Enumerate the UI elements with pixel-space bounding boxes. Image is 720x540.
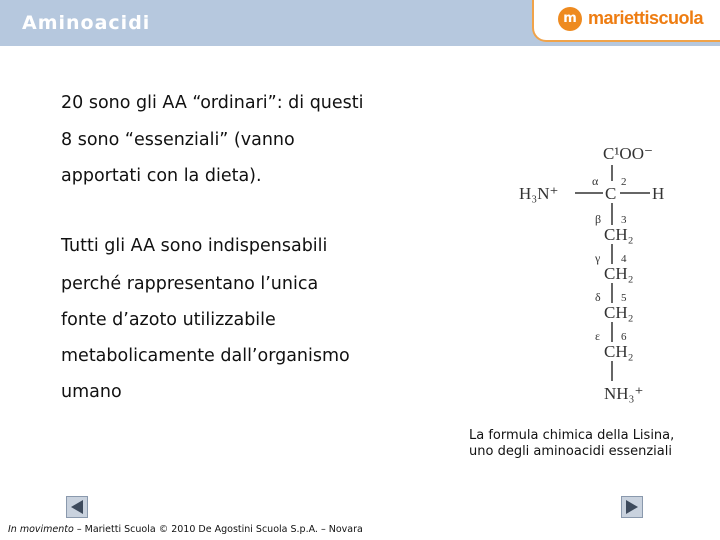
ch2-group: CH₂ — [604, 342, 634, 361]
ch2-group: CH₂ — [604, 303, 634, 322]
beta-label: β — [595, 212, 602, 226]
body-line: 8 sono “essenziali” (vanno — [61, 130, 295, 150]
gamma-number: 4 — [621, 253, 627, 265]
body-line: umano — [61, 382, 122, 402]
footer-copyright: – Marietti Scuola © 2010 De Agostini Scuola S.p.A. – Novara — [73, 524, 363, 535]
body-line: Tutti gli AA sono indispensabili — [61, 236, 328, 256]
amino-group: H₃N⁺ — [519, 184, 559, 203]
triangle-right-icon — [624, 499, 640, 515]
body-line: perché rappresentano l’unica — [61, 274, 319, 294]
ch2-group: CH₂ — [604, 264, 634, 283]
prev-slide-button[interactable] — [66, 496, 88, 518]
lysine-structure — [515, 133, 685, 408]
epsilon-number: 6 — [621, 331, 627, 343]
carboxyl-group: C¹OO⁻ — [603, 144, 653, 163]
hydrogen: H — [652, 184, 665, 203]
body-line: apportati con la dieta). — [61, 166, 262, 186]
alpha-number: 2 — [621, 176, 627, 188]
caption-line: uno degli aminoacidi essenziali — [469, 444, 672, 459]
body-line: 20 sono gli AA “ordinari”: di questi — [61, 93, 364, 113]
triangle-left-icon — [69, 499, 85, 515]
alpha-carbon: C — [605, 184, 617, 203]
footer-credit — [8, 524, 363, 535]
figure-caption — [469, 428, 674, 460]
logo-mark-icon: m — [558, 7, 582, 31]
gamma-label: γ — [595, 251, 601, 265]
logo-text: mariettiscuola — [588, 8, 704, 28]
caption-line: La formula chimica della Lisina, — [469, 428, 675, 443]
footer-title: In movimento — [8, 524, 74, 535]
amine-group: NH₃⁺ — [604, 384, 644, 403]
alpha-label: α — [592, 174, 599, 188]
ch2-group: CH₂ — [604, 225, 634, 244]
epsilon-label: ε — [595, 329, 601, 343]
body-line: metabolicamente dall’organismo — [61, 346, 350, 366]
delta-label: δ — [595, 290, 601, 304]
publisher-logo — [532, 0, 720, 42]
delta-number: 5 — [621, 292, 627, 304]
body-line: fonte d’azoto utilizzabile — [61, 310, 276, 330]
beta-number: 3 — [621, 214, 627, 226]
next-slide-button[interactable] — [621, 496, 643, 518]
slide-title: Aminoacidi — [22, 12, 151, 34]
